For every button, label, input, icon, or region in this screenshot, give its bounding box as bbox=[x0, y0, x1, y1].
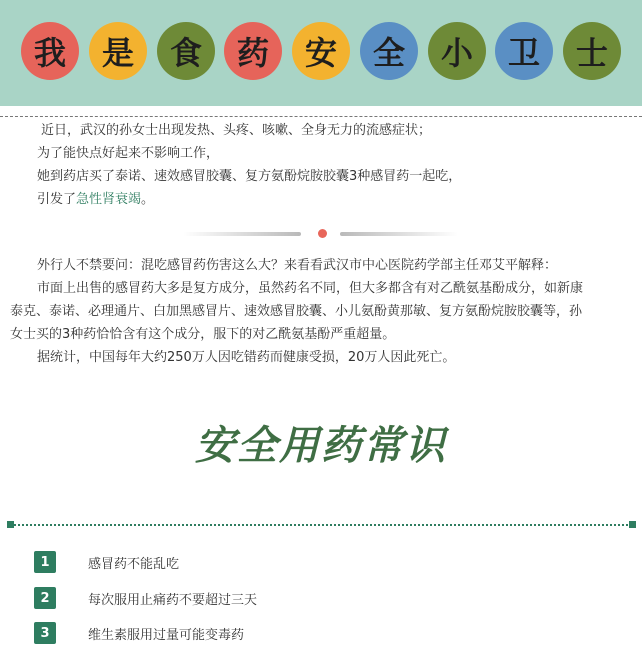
intro-line-1: 近日，武汉的孙女士出现发热、头疼、咳嗽、全身无力的流感症状； bbox=[41, 123, 432, 138]
banner-char-9: 士 bbox=[563, 22, 621, 80]
banner-char-1: 我 bbox=[21, 22, 79, 80]
intro-line-2: 为了能快点好起来不影响工作， bbox=[37, 146, 220, 161]
banner-char-4: 药 bbox=[224, 22, 282, 80]
banner-char-2: 是 bbox=[89, 22, 147, 80]
banner-char-3: 食 bbox=[157, 22, 215, 80]
banner-circles bbox=[0, 0, 642, 106]
banner-char-7: 小 bbox=[428, 22, 486, 80]
separator-bar-left bbox=[183, 232, 301, 236]
list-item-text: 每次服用止痛药不要超过三天 bbox=[88, 592, 258, 608]
list-number: 2 bbox=[34, 587, 56, 609]
list-item bbox=[34, 587, 257, 609]
list-number: 3 bbox=[34, 622, 56, 644]
body-line-5: 据统计，中国每年大约250万人因吃错药而健康受损，20万人因此死亡。 bbox=[37, 350, 456, 365]
list-number: 1 bbox=[34, 551, 56, 573]
list-item bbox=[34, 622, 244, 644]
body-line-4: 女士买的3种药恰恰含有这个成分，服下的对乙酰氨基酚严重超量。 bbox=[10, 327, 396, 342]
intro-line-3: 她到药店买了泰诺、速效感冒胶囊、复方氨酚烷胺胶囊3种感冒药一起吃， bbox=[37, 169, 462, 184]
dotted-rule bbox=[10, 524, 632, 526]
intro-line-4-prefix: 引发了 bbox=[37, 192, 77, 207]
body-line-3: 泰克、泰诺、必理通片、白加黑感冒片、速效感冒胶囊、小儿氨酚黄那敏、复方氨酚烷胺胶囊等，孙 bbox=[10, 304, 583, 319]
banner-char-6: 全 bbox=[360, 22, 418, 80]
list-item-text: 维生素服用过量可能变毒药 bbox=[88, 627, 245, 643]
section-title: 安全用药常识 bbox=[195, 422, 447, 469]
dashed-divider bbox=[0, 116, 642, 117]
intro-line-4-suffix: 。 bbox=[141, 192, 155, 207]
body-paragraph bbox=[0, 254, 642, 369]
list-item-text: 感冒药不能乱吃 bbox=[88, 556, 180, 572]
highlight-kidney-failure: 急性肾衰竭 bbox=[76, 192, 142, 207]
intro-line-4 bbox=[0, 188, 642, 211]
banner-char-5: 安 bbox=[292, 22, 350, 80]
intro-paragraph bbox=[0, 119, 642, 211]
banner bbox=[0, 0, 642, 106]
body-line-1: 外行人不禁要问：混吃感冒药伤害这么大？来看看武汉市中心医院药学部主任邓艾平解释： bbox=[37, 258, 558, 273]
separator-bar-right bbox=[340, 232, 458, 236]
ornament-separator bbox=[0, 226, 642, 244]
separator-dot bbox=[318, 229, 327, 238]
rule-end-right bbox=[629, 521, 636, 528]
list-item bbox=[34, 551, 179, 573]
banner-char-8: 卫 bbox=[495, 22, 553, 80]
body-line-2: 市面上出售的感冒药大多是复方成分，虽然药名不同，但大多都含有对乙酰氨基酚成分，如新康 bbox=[37, 281, 584, 296]
